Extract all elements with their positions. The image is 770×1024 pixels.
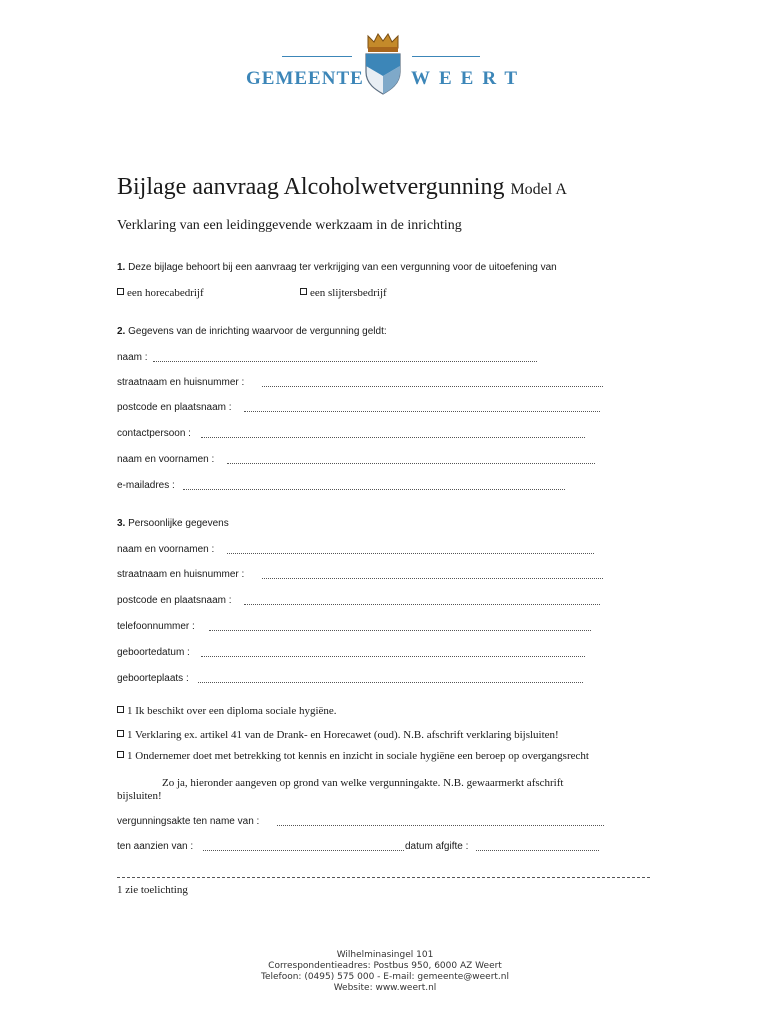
page-subtitle: Verklaring van een leidinggevende werkzaam in de inrichting	[117, 218, 462, 233]
checkbox-diploma[interactable]	[117, 706, 124, 713]
fill-line[interactable]	[262, 577, 603, 579]
field-label: straatnaam en huisnummer :	[117, 377, 245, 388]
note-line-2: bijsluiten!	[117, 790, 162, 802]
footer-correspondence: Correspondentieadres: Postbus 950, 6000 AZ Weert	[268, 961, 502, 971]
field-s2-contactpersoon[interactable]	[117, 428, 585, 442]
field-s3-geboortedatum[interactable]	[117, 647, 585, 661]
page-footer	[0, 950, 770, 994]
note-line-1: Zo ja, hieronder aangeven op grond van welke vergunningakte. N.B. gewaarmerkt afschrift	[162, 777, 564, 789]
field-s2-naam[interactable]	[117, 352, 537, 366]
field-label: naam :	[117, 352, 148, 363]
option-slijtersbedrijf-label: een slijtersbedrijf	[310, 287, 387, 299]
check-artikel41-label: 1 Verklaring ex. artikel 41 van de Drank- en Horecawet (oud). N.B. afschrift verklaring bijsluiten!	[127, 729, 559, 741]
check-diploma[interactable]	[117, 705, 337, 717]
check-diploma-label: 1 Ik beschikt over een diploma sociale hygiëne.	[127, 705, 337, 717]
field-s3-straatnaam[interactable]	[117, 569, 603, 583]
field-label: ten aanzien van :	[117, 841, 194, 852]
gemeente-weert-logo	[240, 32, 530, 102]
field-label: vergunningsakte ten name van :	[117, 816, 260, 827]
field-label: postcode en plaatsnaam :	[117, 402, 232, 413]
field-s2-email[interactable]	[117, 480, 565, 494]
field-s3-telefoon[interactable]	[117, 621, 591, 635]
section2-number: 2.	[117, 326, 126, 337]
checkbox-overgangsrecht[interactable]	[117, 751, 124, 758]
section2-heading-text: Gegevens van de inrichting waarvoor de vergunning geldt:	[128, 326, 387, 337]
fill-line[interactable]	[201, 655, 585, 657]
fill-line[interactable]	[227, 462, 595, 464]
fill-line[interactable]	[262, 385, 603, 387]
title-text: Bijlage aanvraag Alcoholwetvergunning	[117, 174, 505, 200]
field-s3-naam-voornamen[interactable]	[117, 544, 594, 558]
fill-line[interactable]	[201, 436, 585, 438]
section3-heading-text: Persoonlijke gegevens	[128, 518, 229, 529]
field-s2-straatnaam[interactable]	[117, 377, 603, 391]
field-label: telefoonnummer :	[117, 621, 195, 632]
section3-number: 3.	[117, 518, 126, 529]
check-overgangsrecht[interactable]	[117, 750, 589, 762]
fill-line[interactable]	[203, 849, 404, 851]
footnote-separator	[117, 877, 650, 878]
checkbox-artikel41[interactable]	[117, 730, 124, 737]
section1-intro	[117, 262, 557, 273]
footnote: 1 zie toelichting	[117, 884, 188, 896]
footer-address: Wilhelminasingel 101	[336, 950, 434, 960]
field-ten-aanzien-van[interactable]	[117, 841, 404, 855]
field-label: contactpersoon :	[117, 428, 191, 439]
field-s2-postcode[interactable]	[117, 402, 600, 416]
section2-heading	[117, 326, 387, 337]
option-horecabedrijf[interactable]	[117, 287, 204, 299]
logo-line-left	[282, 56, 352, 57]
logo-word-weert: WEERT	[411, 68, 527, 89]
field-label: geboortedatum :	[117, 647, 190, 658]
fill-line[interactable]	[277, 824, 604, 826]
field-datum-afgifte[interactable]	[405, 841, 599, 855]
field-label: postcode en plaatsnaam :	[117, 595, 232, 606]
fill-line[interactable]	[198, 681, 583, 683]
field-label: datum afgifte :	[405, 841, 469, 852]
section1-number: 1.	[117, 262, 126, 273]
field-label: straatnaam en huisnummer :	[117, 569, 245, 580]
check-overgangsrecht-label: 1 Ondernemer doet met betrekking tot kennis en inzicht in sociale hygiëne een beroep op overgangsrecht	[127, 750, 589, 762]
option-horecabedrijf-label: een horecabedrijf	[127, 287, 204, 299]
checkbox-horecabedrijf[interactable]	[117, 288, 124, 295]
section1-text: Deze bijlage behoort bij een aanvraag ter verkrijging van een vergunning voor de uitoefening van	[128, 262, 557, 273]
title-model: Model A	[510, 181, 567, 198]
checkbox-slijtersbedrijf[interactable]	[300, 288, 307, 295]
fill-line[interactable]	[244, 603, 600, 605]
field-vergunningsakte[interactable]	[117, 816, 604, 830]
option-slijtersbedrijf[interactable]	[300, 287, 387, 299]
fill-line[interactable]	[227, 552, 594, 554]
section3-heading	[117, 518, 229, 529]
fill-line[interactable]	[183, 488, 565, 490]
field-label: e-mailadres :	[117, 480, 175, 491]
coat-of-arms-icon	[362, 32, 404, 98]
fill-line[interactable]	[153, 360, 537, 362]
page-title	[117, 174, 567, 201]
field-label: geboorteplaats :	[117, 673, 189, 684]
field-s3-geboorteplaats[interactable]	[117, 673, 583, 687]
fill-line[interactable]	[209, 629, 591, 631]
field-s3-postcode[interactable]	[117, 595, 600, 609]
footer-contact: Telefoon: (0495) 575 000 - E-mail: gemeente@weert.nl	[261, 972, 509, 982]
logo-line-right	[412, 56, 480, 57]
fill-line[interactable]	[476, 849, 599, 851]
check-artikel41[interactable]	[117, 729, 559, 741]
fill-line[interactable]	[244, 410, 600, 412]
field-label: naam en voornamen :	[117, 544, 215, 555]
footer-website: Website: www.weert.nl	[333, 983, 437, 993]
field-s2-naam-voornamen[interactable]	[117, 454, 595, 468]
field-label: naam en voornamen :	[117, 454, 215, 465]
logo-word-gemeente: GEMEENTE	[246, 68, 364, 89]
